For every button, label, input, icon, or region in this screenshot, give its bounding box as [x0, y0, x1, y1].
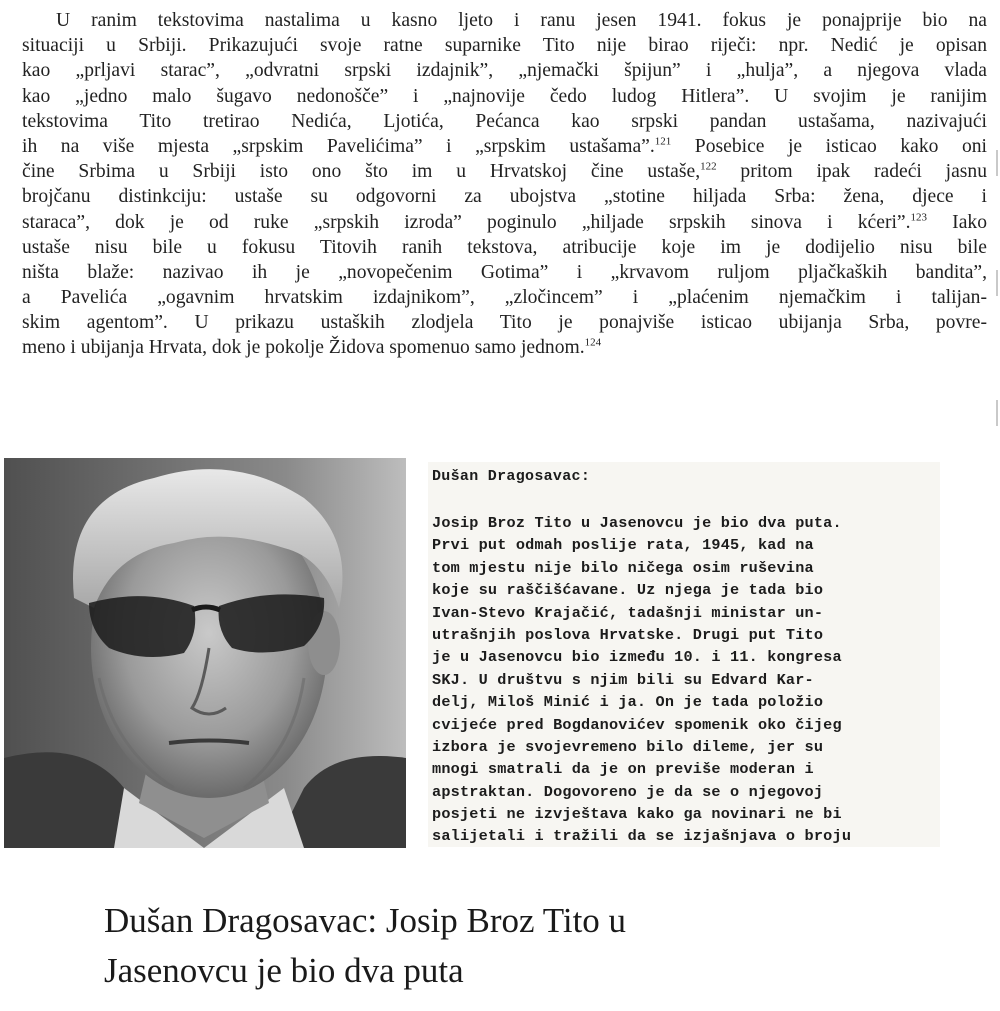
note-line: mnogi smatrali da je on previše moderan i: [432, 760, 814, 779]
article-line: [22, 210, 987, 235]
article-line-text: Iako: [927, 211, 987, 233]
footnote-ref: 124: [584, 336, 602, 349]
article-line: tekstovima Tito tretirao Nedića, Ljotića, Pećanca kao srpski pandan ustašama, nazivajući: [22, 110, 987, 132]
article-line: [22, 159, 987, 184]
article-line: situaciji u Srbiji. Prikazujući svoje ratne suparnike Tito nije birao riječi: npr. Nedić je opisan: [22, 35, 987, 57]
footnote-ref: 122: [700, 160, 717, 173]
article-line: U ranim tekstovima nastalima u kasno ljeto i ranu jesen 1941. fokus je ponajprije bio na: [56, 10, 987, 31]
note-line: koje su raščišćavane. Uz njega je tada bio: [432, 581, 824, 600]
article-text: [22, 8, 987, 458]
page-edge-mark: [990, 270, 998, 296]
article-line: ništa blaže: nazivao ih je „novopečenim Gotima” i „krvavom ruljom pljačkaških bandita”,: [22, 261, 987, 283]
note-line: izbora je svojevremeno bilo dileme, jer su: [432, 737, 824, 756]
article-line: skim agentom”. U prikazu ustaških zlodjela Tito je ponajviše isticao ubijanja Srba, povre-: [22, 312, 987, 334]
portrait-illustration: [4, 458, 406, 848]
image-caption: [104, 896, 964, 996]
footnote-ref: 123: [910, 210, 928, 223]
article-line-text: staraca”, dok je od ruke „srpskih izroda” poginulo „hiljade srpskih sinova i kćeri”.: [22, 211, 911, 233]
portrait-photo: [4, 458, 406, 848]
article-line: brojčanu distinkciju: ustaše su odgovorni za ubojstva „stotine hiljada Srba: žena, djece i: [22, 186, 987, 208]
note-line: posjeti ne izvještava kako ga novinari ne bi: [432, 805, 842, 824]
caption-line: Jasenovcu je bio dva puta: [104, 951, 464, 990]
note-line: utrašnjih poslova Hrvatske. Drugi put Tito: [432, 625, 824, 644]
footnote-ref: 121: [654, 135, 672, 148]
note-line: cvijeće pred Bogdanovićev spomenik oko čijeg: [432, 715, 842, 734]
page-edge-mark: [990, 150, 998, 176]
article-line: kao „jedno malo šugavo nedonošče” i „najnovije čedo ludog Hitlera”. U svojim je ranijim: [22, 85, 987, 107]
article-line: kao „prljavi starac”, „odvratni srpski izdajnik”, „njemački špijun” i „hulja”, a njegova vlada: [22, 60, 987, 82]
note-line: salijetali i tražili da se izjašnjava o broju: [432, 827, 852, 846]
article-line: a Pavelića „ogavnim hrvatskim izdajnikom”, „zločincem” i „plaćenim njemačkim i talijan-: [22, 287, 987, 309]
caption-line: Dušan Dragosavac: Josip Broz Tito u: [104, 901, 627, 940]
note-line: apstraktan. Dogovoreno je da se o njegovoj: [432, 782, 824, 801]
note-line: SKJ. U društvu s njim bili su Edvard Kar-: [432, 670, 814, 689]
article-line: [22, 335, 987, 360]
typewritten-note: [428, 462, 940, 847]
article-line-text: meno i ubijanja Hrvata, dok je pokolje Židova spomenuo samo jednom.: [22, 337, 585, 359]
note-line: je u Jasenovcu bio između 10. i 11. kongresa: [432, 648, 842, 667]
article-line-text: pritom ipak radeći jasnu: [716, 161, 987, 183]
note-heading: Dušan Dragosavac:: [432, 468, 591, 485]
note-line: delj, Miloš Minić i ja. On je tada položio: [432, 693, 824, 712]
note-line: Prvi put odmah poslije rata, 1945, kad na: [432, 536, 814, 555]
note-body: [432, 512, 937, 848]
article-line-text: čine Srbima u Srbiji isto ono što im u Hrvatskoj čine ustaše,: [22, 161, 701, 183]
article-line-text: ih na više mjesta „srpskim Pavelićima” i „srpskim ustašama”.: [22, 135, 655, 157]
article-line-text: Posebice je isticao kako oni: [671, 135, 987, 157]
article-line: [22, 134, 987, 159]
note-line: Josip Broz Tito u Jasenovcu je bio dva puta.: [432, 514, 842, 532]
note-line: Ivan-Stevo Krajačić, tadašnji ministar un-: [432, 603, 824, 622]
note-line: tom mjestu nije bilo ničega osim ruševina: [432, 558, 814, 577]
page-edge-mark: [990, 400, 998, 426]
article-line: ustaše nisu bile u fokusu Titovih ranih tekstova, atribucije koje im je dodijelio nisu bile: [22, 236, 987, 258]
